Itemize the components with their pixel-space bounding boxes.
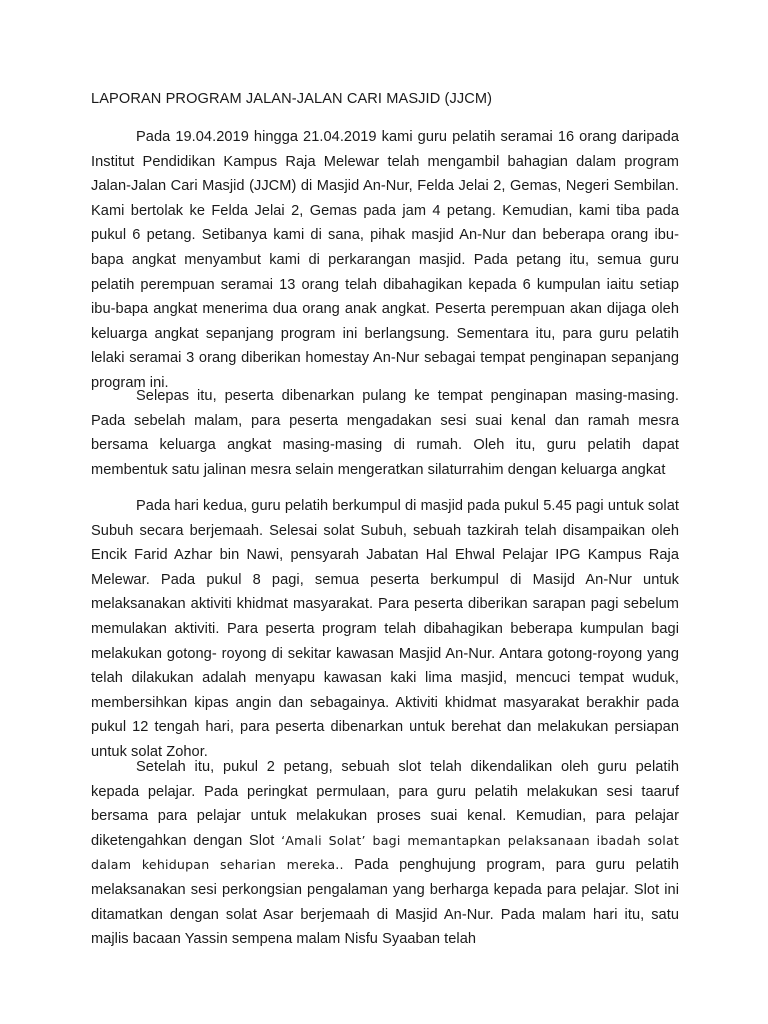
paragraph-3: Pada hari kedua, guru pelatih berkumpul di masjid pada pukul 5.45 pagi untuk solat Subuh secara berjemaah. Selesai solat Subuh, sebuah tazkirah telah disampaikan oleh Encik Farid Azhar bin Nawi, pensyarah Jabatan Hal Ehwal Pelajar IPG Kampus Raja Melewar. Pada pukul 8 pagi, semua peserta berkumpul di Masijd An-Nur untuk melaksanakan aktiviti khidmat masyarakat. Para peserta diberikan sarapan pagi sebelum memulakan aktiviti. Para peserta program telah dibahagikan beberapa kumpulan bagi melakukan gotong- royong di sekitar kawasan Masjid An-Nur. Antara gotong-royong yang telah dilakukan adalah menyapu kawasan kaki lima masjid, mencuci tempat wuduk, membersihkan kipas angin dan sebagainya. Aktiviti khidmat masyarakat berakhir pada pukul 12 tengah hari, para peserta dibenarkan untuk berehat dan melakukan persiapan untuk solat Zohor. [91,498,679,760]
paragraph-1: Pada 19.04.2019 hingga 21.04.2019 kami guru pelatih seramai 16 orang daripada Institut Pendidikan Kampus Raja Melewar telah mengambil bahagian dalam program Jalan-Jalan Cari Masjid (JJCM) di Masjid An-Nur, Felda Jelai 2, Gemas, Negeri Sembilan. Kami bertolak ke Felda Jelai 2, Gemas pada jam 4 petang. Kemudian, kami tiba pada pukul 6 petang. Setibanya kami di sana, pihak masjid An-Nur dan beberapa orang ibu-bapa angkat menyambut kami di perkarangan masjid. Pada petang itu, semua guru pelatih perempuan seramai 13 orang telah dibahagikan kepada 6 kumpulan iaitu setiap ibu-bapa angkat menerima dua orang anak angkat. Peserta perempuan akan dijaga oleh keluarga angkat sepanjang program ini berlangsung. Sementara itu, para guru pelatih lelaki seramai 3 orang diberikan homestay An-Nur sebagai tempat penginapan sepanjang program ini. [91,129,679,391]
document-title: LAPORAN PROGRAM JALAN-JALAN CARI MASJID (JJCM) [91,91,493,107]
paragraph-2: Selepas itu, peserta dibenarkan pulang ke tempat penginapan masing-masing. Pada sebelah malam, para peserta mengadakan sesi suai kenal dan ramah mesra bersama keluarga angkat masing-masing di rumah. Oleh itu, guru pelatih dapat membentuk satu jalinan mesra selain mengeratkan silaturrahim dengan keluarga angkat [91,388,679,478]
paragraph-4 [91,755,679,952]
paragraph-4-text-b: ‘Amali Solat’ bagi memantapkan pelaksanaan ibadah solat dalam kehidupan seharian mereka.. [91,832,679,873]
paragraph-4-text-c: Pada penghujung program, para guru pelatih melaksanakan sesi perkongsian pengalaman yang berharga kepada para pelajar. Slot ini ditamatkan dengan solat Asar berjemaah di Masjid An-Nur. Pada malam hari itu, satu majlis bacaan Yassin sempena malam Nisfu Syaaban telah [91,857,679,948]
paragraph-4-text-a: Setelah itu, pukul 2 petang, sebuah slot telah dikendalikan oleh guru pelatih kepada pelajar. Pada peringkat permulaan, para guru pelatih melakukan sesi taaruf bersama para pelajar untuk melakukan proses suai kenal. Kemudian, para pelajar diketengahkan dengan Slot [91,759,679,849]
